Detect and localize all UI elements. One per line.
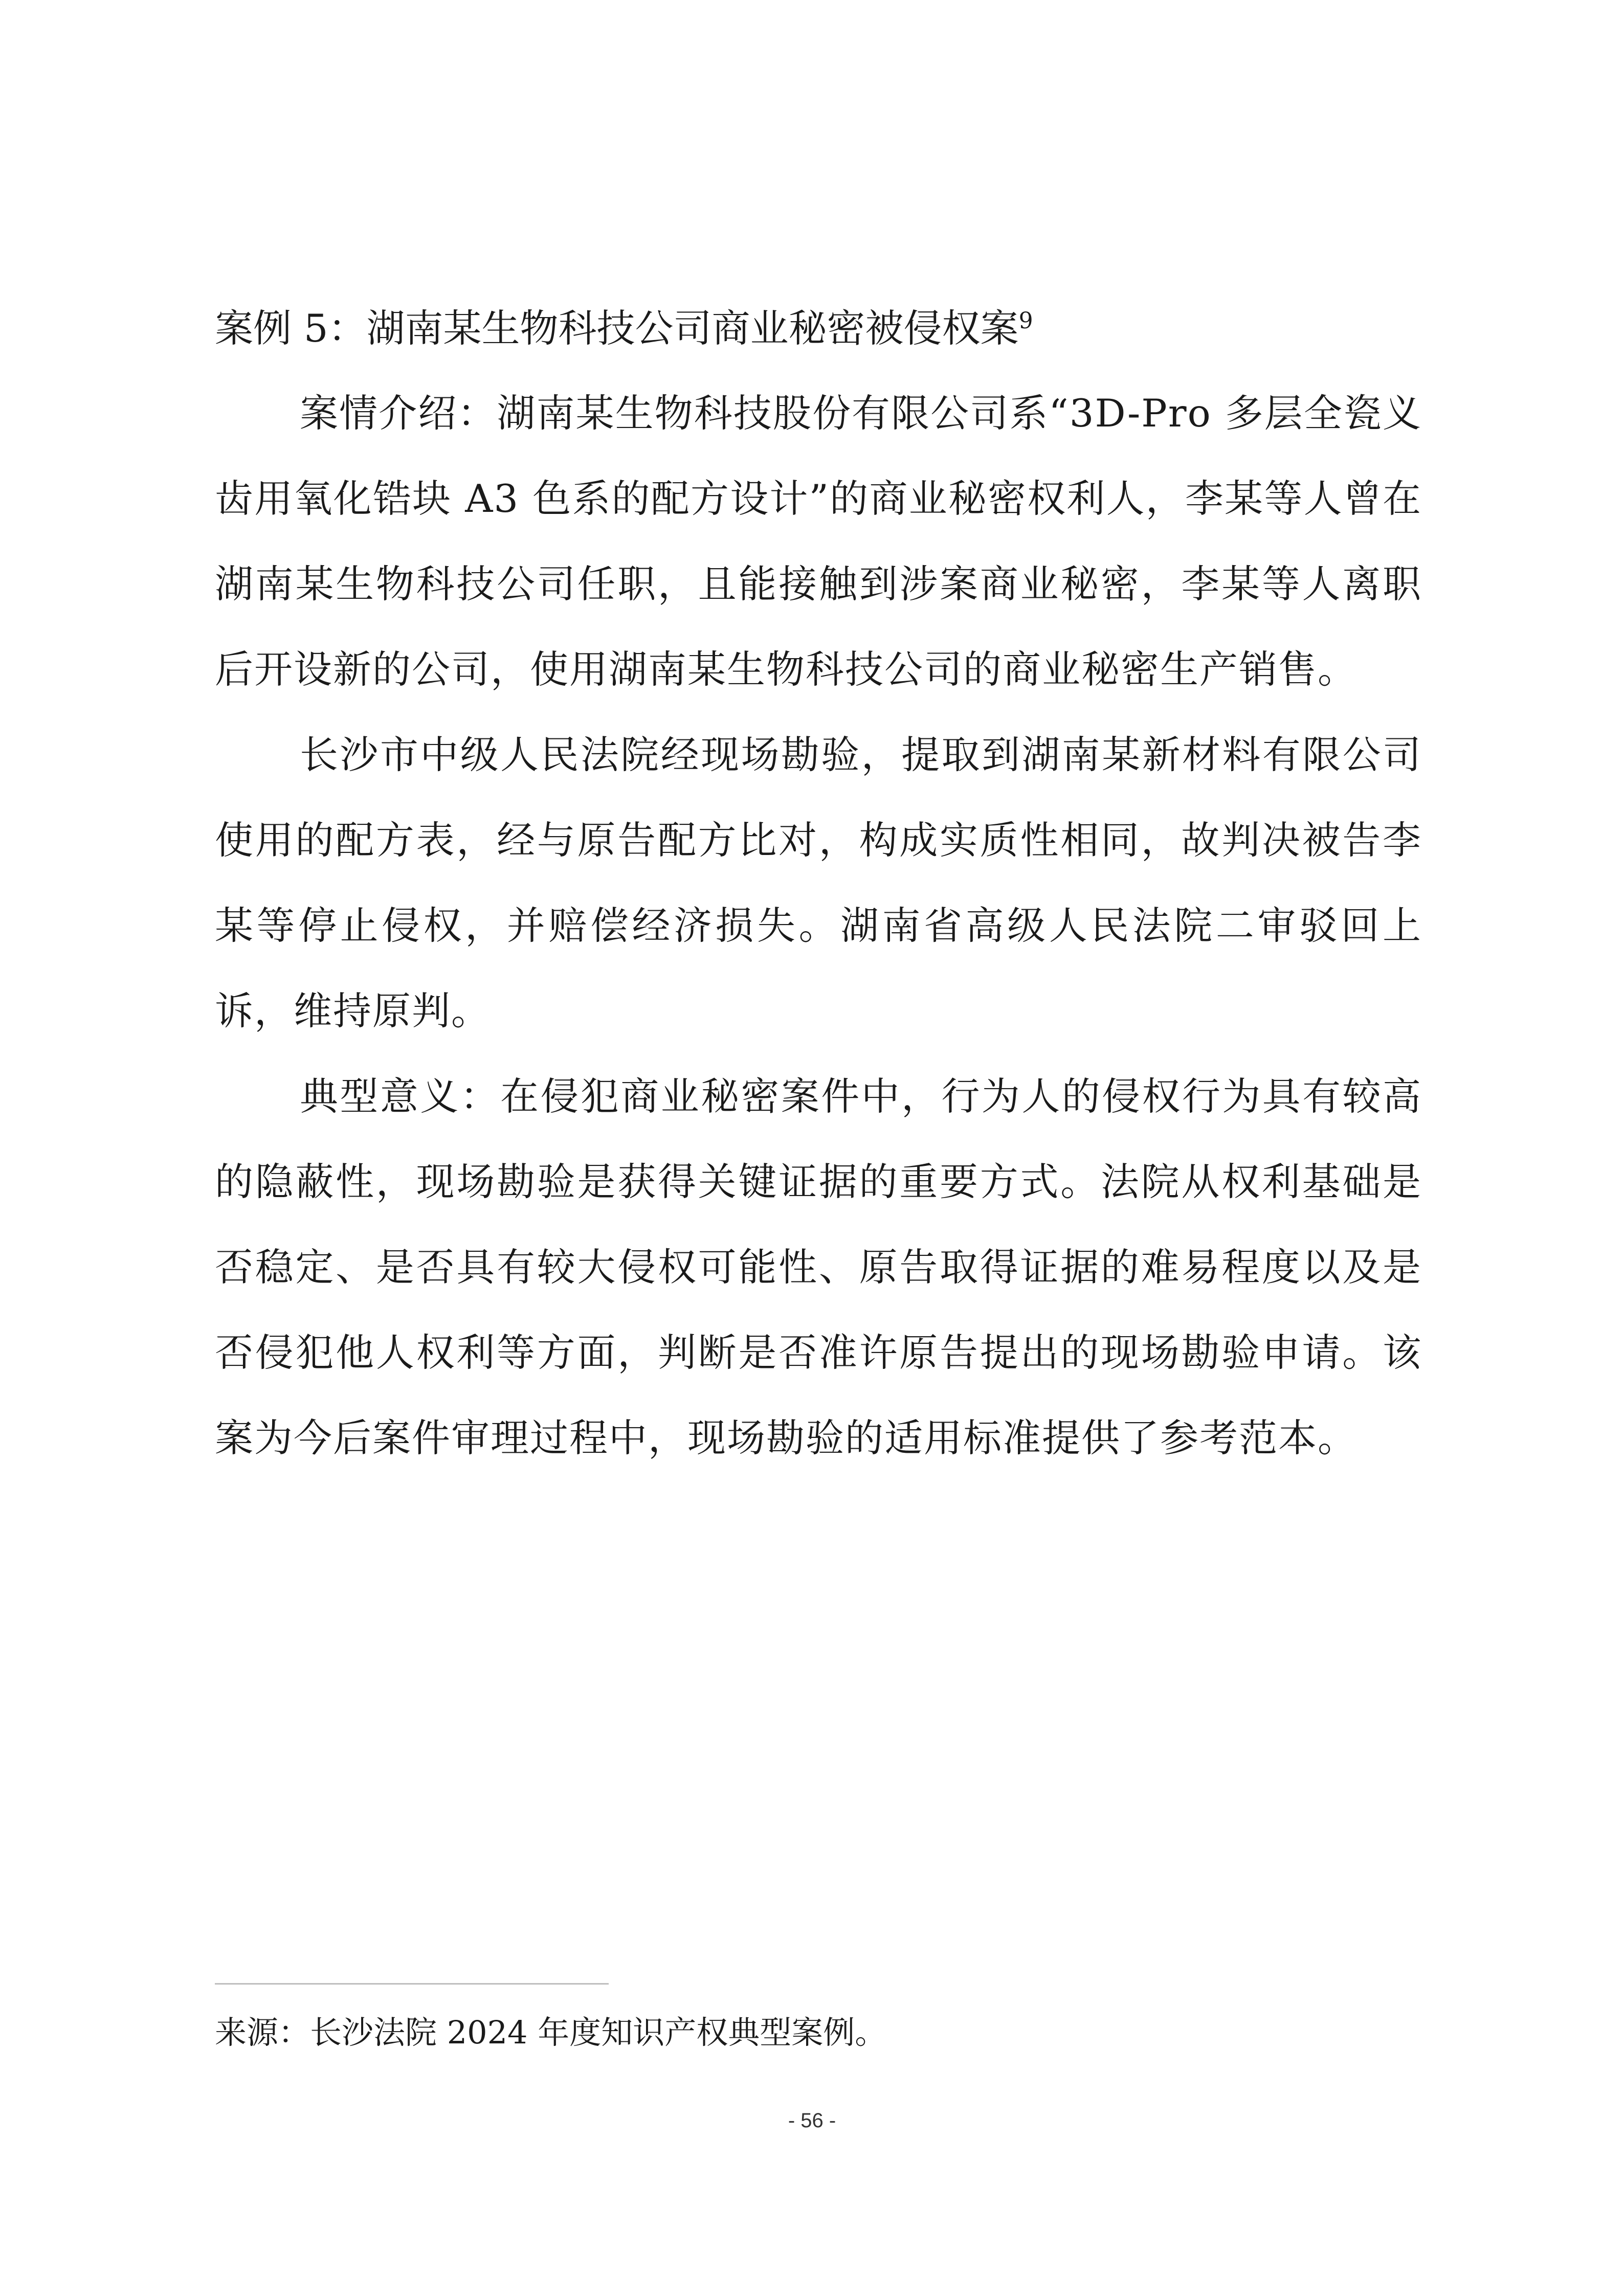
judgment-paragraph: 长沙市中级人民法院经现场勘验，提取到湖南某新材料有限公司使用的配方表，经与原告配方比对，构成实质性相同，故判决被告李某等停止侵权，并赔偿经济损失。湖南省高级人民法院二审驳回上诉，维持原判。: [215, 732, 1422, 1033]
footnote-reference: 9: [1018, 308, 1033, 334]
footnote-divider: [215, 1983, 609, 1985]
footnote-source: 来源：长沙法院 2024 年度知识产权典型案例。: [215, 2014, 887, 2051]
case-title-text: 案例 5：湖南某生物科技公司商业秘密被侵权案: [215, 306, 1019, 351]
case-title: [215, 286, 1422, 371]
main-content: [215, 286, 1422, 1481]
significance-paragraph: 典型意义：在侵犯商业秘密案件中，行为人的侵权行为具有较高的隐蔽性，现场勘验是获得关键证据的重要方式。法院从权利基础是否稳定、是否具有较大侵权可能性、原告取得证据的难易程度以及是否侵犯他人权利等方面，判断是否准许原告提出的现场勘验申请。该案为今后案件审理过程中，现场勘验的适用标准提供了参考范本。: [215, 1074, 1422, 1460]
page-number: - 56 -: [788, 2109, 836, 2132]
case-intro-paragraph: 案情介绍：湖南某生物科技股份有限公司系“3D-Pro 多层全瓷义齿用氧化锆块 A3 色系的配方设计”的商业秘密权利人，李某等人曾在湖南某生物科技公司任职，且能接触到涉案商业秘密，李某等人离职后开设新的公司，使用湖南某生物科技公司的商业秘密生产销售。: [215, 391, 1422, 692]
